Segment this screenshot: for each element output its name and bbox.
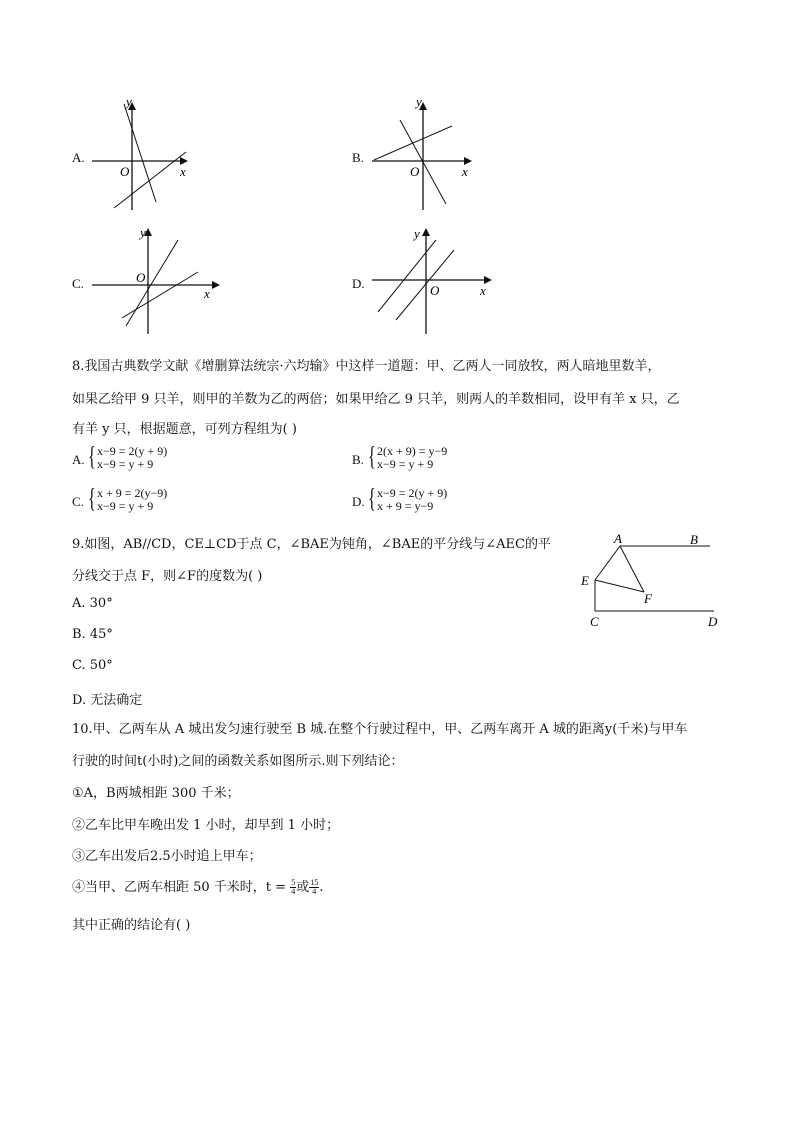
x-axis-label: x [180, 164, 186, 179]
graph-line-1 [126, 240, 178, 326]
q8-option-d-system[interactable]: { x−9 = 2(y + 9) x + 9 = y−9 [368, 483, 448, 513]
segment-af [620, 546, 644, 592]
equation-2: x + 9 = y−9 [377, 499, 434, 513]
fraction-five-quarters: $\frac{5}{4}$ [291, 878, 296, 896]
point-c-label: C [590, 614, 599, 629]
q7-option-d-graph[interactable] [366, 224, 496, 336]
q10-conclusion-2: ②乙车比甲车晚出发 1 小时，却早到 1 小时； [72, 818, 340, 833]
x-axis-label: x [204, 286, 210, 301]
q8-option-b-label: B. [352, 452, 364, 467]
q7-option-c-label: C. [72, 276, 84, 291]
q9-text-line-1: 9.如图，AB//CD，CE⊥CD于点 C，∠BAE为钝角，∠BAE的平分线与∠AEC的平 [72, 537, 551, 552]
q7-option-a-label: A. [72, 150, 85, 165]
conclusion-4-suffix: . [319, 880, 324, 895]
y-axis-label: y [126, 98, 132, 109]
q8-option-a-label: A. [72, 452, 85, 467]
origin-label: O [136, 270, 146, 285]
point-d-label: D [708, 614, 718, 629]
q10-conclusion-4 [72, 876, 323, 896]
equation-2: x−9 = y + 9 [97, 499, 154, 513]
point-a-label: A [614, 531, 622, 546]
equation-1: x−9 = 2(y + 9) [377, 486, 448, 500]
point-f-label: F [644, 591, 652, 606]
graph-line-1 [378, 240, 436, 312]
segment-ef [595, 580, 644, 592]
fraction-fifteen-quarters: $\frac{15}{4}$ [310, 878, 319, 896]
q10-conclusion-1: ①A，B两城相距 300 千米； [72, 786, 240, 801]
q9-option-b[interactable]: B. 45° [72, 627, 113, 642]
origin-label: O [120, 164, 130, 179]
equation-2: x−9 = y + 9 [97, 457, 154, 471]
q10-text-line-2: 行驶的时间t(小时)之间的函数关系如图所示.则下列结论： [72, 754, 404, 769]
q9-option-c[interactable]: C. 50° [72, 658, 113, 673]
q9-option-d[interactable]: D. 无法确定 [72, 693, 143, 708]
q8-option-b-system[interactable]: { 2(x + 9) = y−9 x−9 = y + 9 [368, 441, 448, 471]
y-axis-label: y [414, 226, 420, 241]
conclusion-4-prefix: ④当甲、乙两车相距 50 千米时，t = [72, 880, 291, 895]
equation-2: x−9 = y + 9 [377, 457, 434, 471]
y-axis-label: y [416, 98, 422, 109]
q8-text-line-1: 8.我国古典数学文献《增删算法统宗·六均输》中这样一道题：甲、乙两人一同放牧，两人暗地里数羊， [72, 359, 661, 374]
q10-text-line-1: 10.甲、乙两车从 A 城出发匀速行驶至 B 城.在整个行驶过程中，甲、乙两车离开 A 城的距离y(千米)与甲车 [72, 722, 688, 737]
q9-figure [576, 528, 736, 632]
q7-option-b-graph[interactable] [366, 98, 476, 214]
q8-option-c-system[interactable]: { x + 9 = 2(y−9) x−9 = y + 9 [88, 483, 168, 513]
q9-text-line-2: 分线交于点 F，则∠F的度数为( ) [72, 569, 263, 584]
q8-option-c-label: C. [72, 494, 84, 509]
point-b-label: B [690, 532, 698, 547]
graph-line-2 [122, 272, 198, 318]
q8-text-line-2: 如果乙给甲 9 只羊，则甲的羊数为乙的两倍；如果甲给乙 9 只羊，则两人的羊数相同，设甲有羊 x 只，乙 [72, 392, 680, 407]
q8-option-a-system[interactable]: { x−9 = 2(y + 9) x−9 = y + 9 [88, 441, 168, 471]
origin-label: O [430, 283, 440, 298]
q10-question: 其中正确的结论有( ) [72, 918, 191, 933]
q8-text-line-3: 有羊 y 只，根据题意，可列方程组为( ) [72, 422, 297, 437]
segment-ea [595, 546, 620, 580]
conclusion-4-or: 或 [296, 880, 310, 895]
point-e-label: E [581, 573, 589, 588]
x-axis-label: x [462, 164, 468, 179]
q7-option-c-graph[interactable] [86, 224, 226, 336]
q7-option-b-label: B. [352, 150, 364, 165]
graph-line-2 [396, 250, 454, 320]
q9-option-a[interactable]: A. 30° [72, 596, 113, 611]
x-axis-label: x [480, 283, 486, 298]
y-axis-label: y [140, 225, 146, 240]
q10-conclusion-3: ③乙车出发后2.5小时追上甲车； [72, 849, 262, 864]
equation-1: x + 9 = 2(y−9) [97, 486, 168, 500]
q7-option-a-graph[interactable] [86, 98, 196, 214]
equation-1: 2(x + 9) = y−9 [377, 444, 448, 458]
q8-option-d-label: D. [352, 494, 365, 509]
origin-label: O [410, 164, 420, 179]
q7-option-d-label: D. [352, 276, 365, 291]
equation-1: x−9 = 2(y + 9) [97, 444, 168, 458]
